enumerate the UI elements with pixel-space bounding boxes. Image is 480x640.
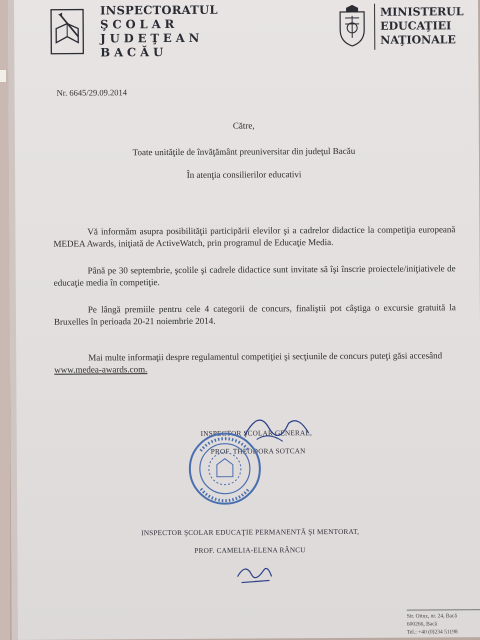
registration-number: Nr. 6645/29.09.2014 <box>56 87 127 98</box>
signatory-title: INSPECTOR ŞCOLAR EDUCAŢIE PERMANENTĂ ŞI MENTORAT, <box>141 527 360 538</box>
paragraph: Pe lângă premiile pentru cele 4 categorii de concurs, finaliştii pot câştiga o excursie gratuită la Bruxelles în perioada 20-21 noiembrie 2014. <box>53 302 456 327</box>
header-left-line: BACĂU <box>100 45 168 60</box>
header-left-line: ŞCOLAR <box>100 16 179 32</box>
official-stamp-icon <box>187 430 263 506</box>
inspectorate-header <box>100 3 218 60</box>
ministry-header <box>380 5 464 48</box>
signatory-title: INSPECTOR ŞCOLAR GENERAL, <box>200 429 312 438</box>
medea-link[interactable]: www.medea-awards.com. <box>54 364 148 375</box>
header-divider <box>374 4 375 50</box>
header-right-line: NAŢIONALE <box>380 33 456 47</box>
signatory-name: PROF. THEODORA SOTCAN <box>210 447 306 456</box>
book-quill-icon <box>48 7 86 57</box>
header-right-line: EDUCAŢIEI <box>380 19 452 33</box>
header-right-line: MINISTERUL <box>380 5 464 19</box>
header-left-line: JUDEŢEAN <box>100 30 204 46</box>
signature-mark <box>231 558 279 588</box>
header-left-line: INSPECTORATUL <box>100 2 218 18</box>
recipient-attention: În atenţia consilierilor educativi <box>186 169 302 180</box>
recipient-line: Toate unităţile de învăţământ preuniversitar din judeţul Bacău <box>132 145 356 158</box>
paragraph: Vă informăm asupra posibilităţii participării elevilor şi a cadrelor didactice la competiţia europeană MEDEA Awards, iniţiată de ActiveWatch, prin programul de Educaţie Media. <box>53 224 456 249</box>
crest-icon <box>335 4 369 48</box>
document-sheet <box>8 0 480 640</box>
recipient-label: Către, <box>232 120 255 131</box>
paragraph: Mai multe informaţii despre regulamentul competiţiei şi secţiunile de concurs puteţi găsi accesând www.medea-awards.com. <box>54 350 443 375</box>
signatory-name: PROF. CAMELIA-ELENA RÂNCU <box>194 546 306 555</box>
paragraph: Până pe 30 septembrie, şcolile şi cadrele didactice sunt invitate să îşi înscrie proiectele/iniţiativele de educaţie media în competiţie. <box>53 263 456 288</box>
footer-address: Str. Oituz, nr. 24, Bacă 600266, Bacă Tel.: +40 (0)234 51198 <box>406 613 458 636</box>
footer-divider <box>407 609 480 611</box>
paper-corner <box>0 70 6 82</box>
